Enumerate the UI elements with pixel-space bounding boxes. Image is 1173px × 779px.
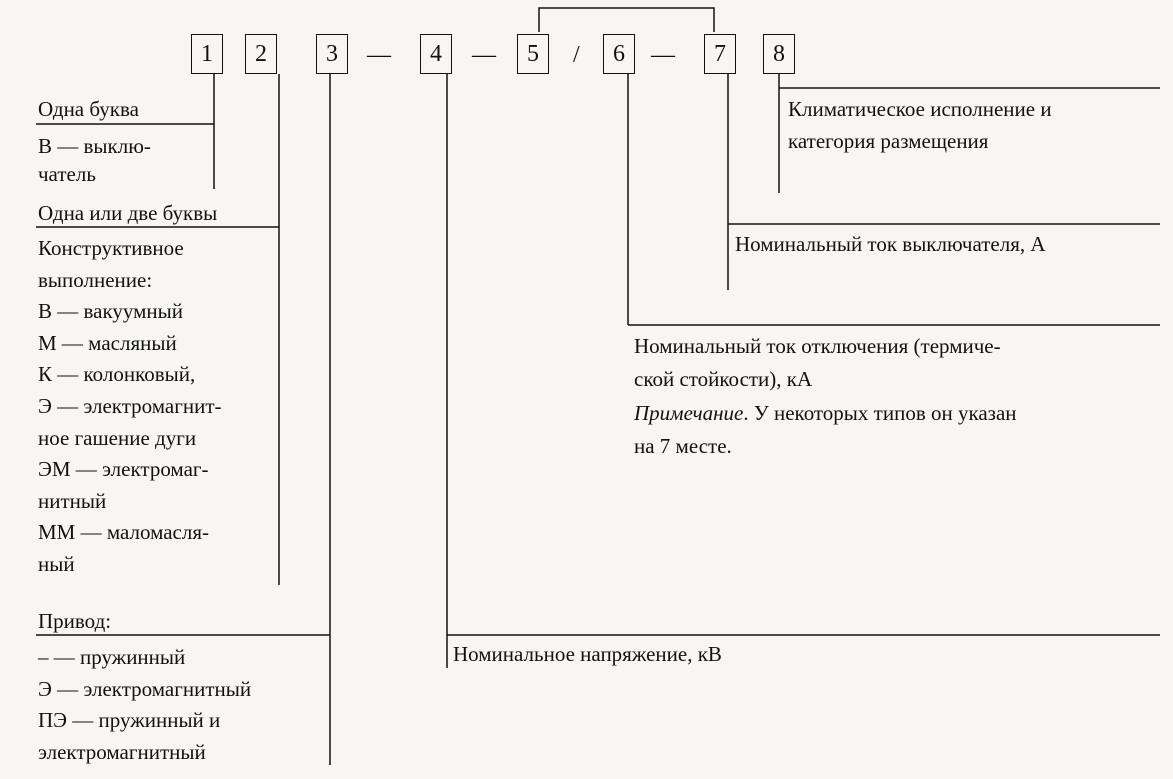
separator-dash: —: [472, 42, 496, 68]
field8-line: категория размещения: [788, 129, 989, 153]
field2-title: Одна или две буквы: [38, 201, 218, 225]
field3-line: – — пружинный: [38, 645, 186, 669]
field2-line: К — колонковый,: [38, 362, 196, 386]
field2-line: выполнение:: [38, 268, 153, 292]
field3-title: Привод:: [38, 609, 112, 633]
field6-note-line: на 7 месте.: [634, 434, 732, 458]
field6-note: [634, 401, 1017, 426]
position-box-4: 4: [420, 34, 452, 74]
position-box-3: 3: [316, 34, 348, 74]
field4-label: Номинальное напряжение, кВ: [453, 642, 722, 666]
field2-line: ный: [38, 552, 75, 576]
position-box-5: 5: [517, 34, 549, 74]
field1-title: Одна буква: [38, 97, 139, 121]
field7-label: Номинальный ток выключателя, А: [735, 232, 1046, 256]
position-box-8: 8: [763, 34, 795, 74]
position-box-1: 1: [191, 34, 223, 74]
field2-line: М — масляный: [38, 331, 177, 355]
field3-line: ПЭ — пружинный и: [38, 708, 221, 732]
field2-line: Э — электромагнит-: [38, 394, 222, 418]
position-box-6: 6: [603, 34, 635, 74]
field2-line: В — вакуумный: [38, 299, 183, 323]
field2-line: Конструктивное: [38, 236, 184, 260]
separator-dash: —: [367, 42, 391, 68]
field2-line: нитный: [38, 489, 107, 513]
field1-line: чатель: [38, 162, 96, 186]
separator-slash: /: [573, 42, 580, 68]
field3-line: электромагнитный: [38, 740, 206, 764]
field6-note-label: Примечание: [634, 401, 744, 425]
field1-line: В — выклю-: [38, 134, 151, 158]
separator-dash: —: [651, 42, 675, 68]
field2-line: ное гашение дуги: [38, 426, 197, 450]
field8-line: Климатическое исполнение и: [788, 97, 1052, 121]
field2-line: ММ — маломасля-: [38, 520, 209, 544]
field2-line: ЭМ — электромаг-: [38, 457, 209, 481]
field6-line: ской стойкости), кА: [634, 367, 813, 391]
field6-line: Номинальный ток отключения (термиче-: [634, 334, 1001, 358]
field3-line: Э — электромагнитный: [38, 677, 252, 701]
bracket-5-7: [539, 8, 714, 32]
position-box-7: 7: [704, 34, 736, 74]
position-box-2: 2: [245, 34, 277, 74]
field6-note-text: . У некоторых типов он указан: [743, 401, 1017, 425]
